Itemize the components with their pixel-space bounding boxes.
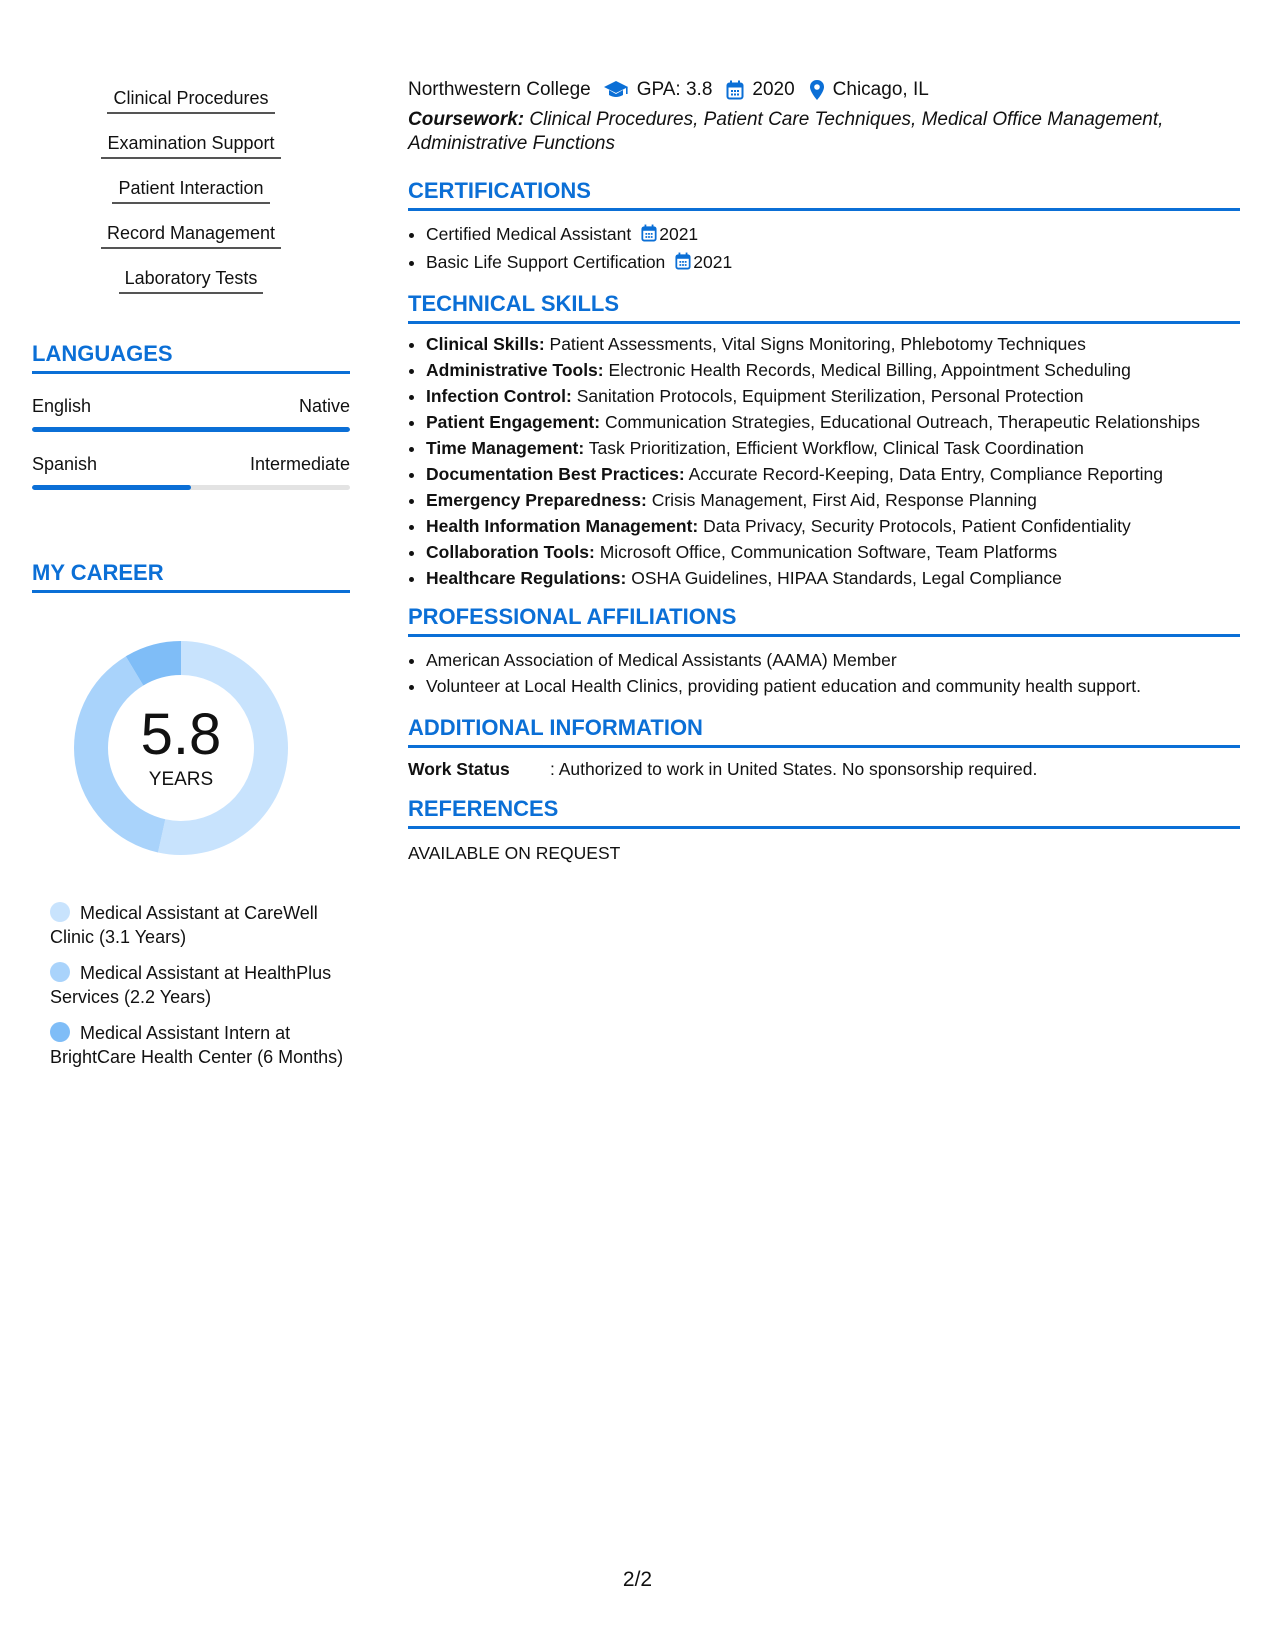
skill-category: Documentation Best Practices: — [426, 464, 685, 484]
school-name: Northwestern College — [408, 79, 591, 100]
education-location: Chicago, IL — [832, 79, 929, 100]
affiliation-item: • American Association of Medical Assistants (AAMA) Member — [426, 647, 1240, 673]
career-donut-chart — [66, 633, 296, 863]
technical-skill-item — [426, 566, 1240, 590]
skill-details: Sanitation Protocols, Equipment Sterilization, Personal Protection — [576, 386, 1084, 406]
technical-skill-item — [426, 358, 1240, 382]
technical-skills-list — [408, 332, 1240, 590]
technical-skill-item — [426, 384, 1240, 408]
work-status-value: : Authorized to work in United States. No sponsorship required. — [550, 759, 1038, 779]
coursework — [408, 108, 1240, 156]
career-legend-label: Medical Assistant Intern at BrightCare Health Center (6 Months) — [50, 1023, 344, 1067]
calendar-icon — [726, 80, 744, 100]
certifications-section — [408, 178, 1240, 277]
legend-dot-icon — [50, 902, 70, 922]
language-item — [32, 396, 350, 432]
skill-category: Health Information Management: — [426, 516, 699, 536]
affiliations-title: PROFESSIONAL AFFILIATIONS — [408, 604, 1240, 637]
education-year: 2020 — [752, 79, 795, 100]
language-level: Intermediate — [249, 454, 350, 474]
certifications-list — [408, 221, 1240, 277]
skill-tag: Examination Support — [101, 129, 280, 159]
technical-skill-item — [426, 462, 1240, 486]
career-legend-item — [50, 961, 350, 1009]
skill-category: Emergency Preparedness: — [426, 490, 647, 510]
career-section — [32, 560, 350, 1069]
calendar-icon — [675, 251, 691, 277]
legend-dot-icon — [50, 962, 70, 982]
career-legend-item — [50, 901, 350, 949]
coursework-text: Clinical Procedures, Patient Care Techniques, Medical Office Management, Administrative Functions — [408, 109, 1164, 154]
additional-info-section — [408, 715, 1240, 780]
languages-section — [32, 341, 350, 490]
skill-tag: Clinical Procedures — [107, 84, 274, 114]
skill-details: Crisis Management, First Aid, Response Planning — [651, 490, 1037, 510]
education-entry — [408, 78, 1240, 156]
certification-year: 2021 — [693, 252, 733, 272]
gpa: GPA: 3.8 — [636, 79, 713, 100]
left-column — [32, 84, 350, 1081]
career-legend — [50, 901, 350, 1069]
language-level-bar — [32, 427, 350, 432]
graduation-cap-icon — [603, 80, 629, 100]
additional-info-title: ADDITIONAL INFORMATION — [408, 715, 1240, 748]
right-column — [408, 78, 1240, 864]
skill-details: Patient Assessments, Vital Signs Monitoring, Phlebotomy Techniques — [549, 334, 1086, 354]
references-title: REFERENCES — [408, 796, 1240, 829]
skill-tag: Patient Interaction — [112, 174, 269, 204]
page-number: 2/2 — [622, 1568, 653, 1591]
skill-details: Communication Strategies, Educational Outreach, Therapeutic Relationships — [604, 412, 1200, 432]
skill-category: Time Management: — [426, 438, 585, 458]
language-name: English — [32, 396, 92, 416]
references-section — [408, 796, 1240, 864]
references-text: AVAILABLE ON REQUEST — [408, 843, 621, 863]
skill-category: Infection Control: — [426, 386, 572, 406]
language-level-bar — [32, 485, 350, 490]
work-status-row — [408, 758, 1240, 780]
technical-skill-item — [426, 410, 1240, 434]
technical-skill-item — [426, 540, 1240, 564]
skill-tag: Record Management — [101, 219, 281, 249]
technical-skill-item — [426, 514, 1240, 538]
technical-skills-section — [408, 291, 1240, 590]
technical-skill-item — [426, 332, 1240, 356]
skill-details: Electronic Health Records, Medical Billing, Appointment Scheduling — [608, 360, 1131, 380]
certification-item — [426, 249, 1240, 277]
career-legend-label: Medical Assistant at CareWell Clinic (3.1 Years) — [50, 903, 318, 947]
affiliations-list — [408, 647, 1240, 699]
technical-skills-title: TECHNICAL SKILLS — [408, 291, 1240, 324]
career-title: MY CAREER — [32, 560, 350, 593]
career-total-years: 5.8 — [140, 702, 222, 767]
skill-details: Data Privacy, Security Protocols, Patient Confidentiality — [703, 516, 1131, 536]
skill-tag: Laboratory Tests — [119, 264, 264, 294]
coursework-label: Coursework: — [408, 109, 525, 130]
technical-skill-item — [426, 488, 1240, 512]
skill-category: Healthcare Regulations: — [426, 568, 627, 588]
skills-list — [32, 84, 350, 309]
affiliation-item: • Volunteer at Local Health Clinics, providing patient education and community health support. — [426, 673, 1240, 699]
skill-details: Task Prioritization, Efficient Workflow, Clinical Task Coordination — [588, 438, 1084, 458]
technical-skill-item — [426, 436, 1240, 460]
certification-year: 2021 — [659, 224, 699, 244]
calendar-icon — [641, 223, 657, 249]
language-item — [32, 454, 350, 490]
work-status-label: Work Status — [408, 759, 510, 779]
certification-item — [426, 221, 1240, 249]
skill-category: Administrative Tools: — [426, 360, 604, 380]
skill-category: Patient Engagement: — [426, 412, 601, 432]
certification-name: Basic Life Support Certification — [426, 252, 666, 272]
career-legend-item — [50, 1021, 350, 1069]
career-total-unit: YEARS — [148, 769, 214, 790]
legend-dot-icon — [50, 1022, 70, 1042]
skill-details: Accurate Record-Keeping, Data Entry, Compliance Reporting — [688, 464, 1163, 484]
skill-category: Clinical Skills: — [426, 334, 545, 354]
location-pin-icon — [809, 79, 825, 101]
affiliations-section — [408, 604, 1240, 699]
skill-category: Collaboration Tools: — [426, 542, 595, 562]
certifications-title: CERTIFICATIONS — [408, 178, 1240, 211]
skill-details: Microsoft Office, Communication Software, Team Platforms — [599, 542, 1058, 562]
career-legend-label: Medical Assistant at HealthPlus Services (2.2 Years) — [50, 963, 332, 1007]
language-level: Native — [298, 396, 350, 416]
skill-details: OSHA Guidelines, HIPAA Standards, Legal Compliance — [631, 568, 1062, 588]
language-name: Spanish — [32, 454, 98, 474]
certification-name: Certified Medical Assistant — [426, 224, 632, 244]
languages-title: LANGUAGES — [32, 341, 350, 374]
